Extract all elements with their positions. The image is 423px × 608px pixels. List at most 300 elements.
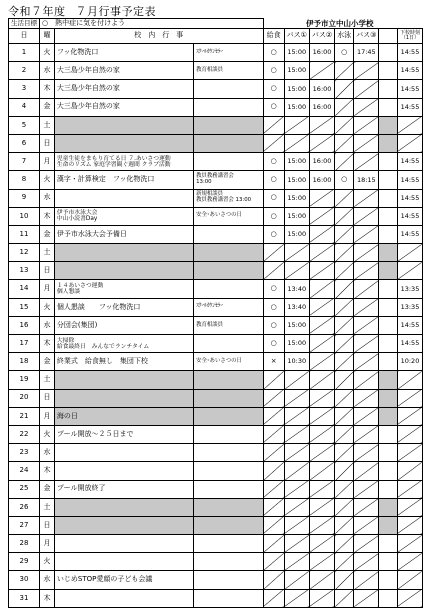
gekou-cell: 14:55 bbox=[397, 316, 422, 334]
gekou-cell bbox=[397, 589, 422, 607]
event-cell bbox=[54, 516, 193, 534]
table-row bbox=[9, 44, 423, 62]
gap-cell bbox=[379, 389, 397, 407]
swim-cell bbox=[335, 262, 354, 280]
bus1-cell bbox=[284, 116, 309, 134]
table-row bbox=[9, 189, 423, 207]
day-cell: 3 bbox=[9, 80, 40, 98]
bus1-cell bbox=[284, 480, 309, 498]
bus3-cell bbox=[354, 353, 379, 371]
table-row bbox=[9, 298, 423, 316]
day-cell: 24 bbox=[9, 462, 40, 480]
bus2-cell bbox=[309, 244, 334, 262]
event-cell bbox=[54, 262, 193, 280]
event-cell bbox=[54, 225, 193, 243]
gekou-cell: 14:55 bbox=[397, 225, 422, 243]
table-row bbox=[9, 353, 423, 371]
weekday-cell: 火 bbox=[40, 425, 55, 443]
table-row bbox=[9, 480, 423, 498]
event-text: いじめSTOP愛顔の子ども会議 bbox=[56, 575, 153, 584]
day-cell: 20 bbox=[9, 389, 40, 407]
swim-cell bbox=[335, 280, 354, 298]
table-row bbox=[9, 553, 423, 571]
gap-cell bbox=[379, 298, 397, 316]
day-cell: 9 bbox=[9, 189, 40, 207]
header-gap bbox=[379, 29, 397, 44]
event-text: 海の日 bbox=[56, 411, 78, 420]
day-cell: 11 bbox=[9, 225, 40, 243]
kyushoku-cell bbox=[263, 262, 284, 280]
event-cell bbox=[54, 480, 193, 498]
bus2-cell bbox=[309, 353, 334, 371]
event-cell bbox=[54, 335, 193, 353]
bus3-cell bbox=[354, 553, 379, 571]
gap-cell bbox=[379, 480, 397, 498]
event-text-2: 給食最終日 みんなでランチタイム bbox=[56, 343, 150, 350]
bus3-cell bbox=[354, 62, 379, 80]
gekou-cell bbox=[397, 444, 422, 462]
gekou-cell: 14:55 bbox=[397, 153, 422, 171]
weekday-cell: 土 bbox=[40, 244, 55, 262]
note-text: 新規相談員 bbox=[196, 191, 224, 198]
gap-cell bbox=[379, 444, 397, 462]
note-cell bbox=[194, 116, 264, 134]
weekday-cell: 金 bbox=[40, 353, 55, 371]
bus1-cell: 15:00 bbox=[284, 153, 309, 171]
note-cell bbox=[194, 498, 264, 516]
weekday-cell: 金 bbox=[40, 225, 55, 243]
gap-cell bbox=[379, 153, 397, 171]
bus2-cell bbox=[309, 189, 334, 207]
bus2-cell bbox=[309, 480, 334, 498]
event-text: 大掃除 bbox=[56, 337, 75, 344]
gekou-cell: 14:55 bbox=[397, 62, 422, 80]
bus1-cell: 15:00 bbox=[284, 80, 309, 98]
weekday-cell: 月 bbox=[40, 535, 55, 553]
bus1-cell bbox=[284, 444, 309, 462]
day-cell: 30 bbox=[9, 571, 40, 589]
bus1-cell: 15:00 bbox=[284, 335, 309, 353]
table-row bbox=[9, 262, 423, 280]
event-cell bbox=[54, 462, 193, 480]
bus1-cell bbox=[284, 407, 309, 425]
gap-cell bbox=[379, 571, 397, 589]
table-row bbox=[9, 407, 423, 425]
gekou-cell bbox=[397, 134, 422, 152]
kyushoku-cell: ○ bbox=[263, 62, 284, 80]
day-cell: 23 bbox=[9, 444, 40, 462]
bus1-cell bbox=[284, 425, 309, 443]
bus1-cell bbox=[284, 553, 309, 571]
bus2-cell: 16:00 bbox=[309, 98, 334, 116]
day-cell: 16 bbox=[9, 316, 40, 334]
header-events: 校 内 行 事 bbox=[54, 29, 263, 44]
bus3-cell bbox=[354, 189, 379, 207]
note-cell bbox=[194, 516, 264, 534]
event-text-2: 中山小読書Day bbox=[56, 216, 98, 223]
header-gekou-sub: （1日） bbox=[400, 35, 420, 41]
day-cell: 7 bbox=[9, 153, 40, 171]
table-row bbox=[9, 280, 423, 298]
bus2-cell bbox=[309, 371, 334, 389]
bus2-cell bbox=[309, 407, 334, 425]
gekou-cell bbox=[397, 407, 422, 425]
weekday-cell: 木 bbox=[40, 80, 55, 98]
day-cell: 29 bbox=[9, 553, 40, 571]
swim-cell bbox=[335, 189, 354, 207]
day-cell: 14 bbox=[9, 280, 40, 298]
weekday-cell: 火 bbox=[40, 171, 55, 189]
swim-cell bbox=[335, 298, 354, 316]
gap-cell bbox=[379, 80, 397, 98]
weekday-cell: 日 bbox=[40, 134, 55, 152]
note-cell bbox=[194, 462, 264, 480]
event-text-2: 生命のリズム 家庭学習観ぐ週間 クラブ活動 bbox=[56, 161, 171, 168]
note-cell bbox=[194, 153, 264, 171]
event-text: 大三島少年自然の家 bbox=[56, 102, 120, 111]
bus3-cell bbox=[354, 80, 379, 98]
gekou-cell: 10:20 bbox=[397, 353, 422, 371]
bus1-cell: 10:30 bbox=[284, 353, 309, 371]
note-text: ｽｸｰﾙｶｳﾝｾﾗｰ bbox=[196, 303, 224, 310]
bus2-cell: 16:00 bbox=[309, 80, 334, 98]
swim-cell bbox=[335, 153, 354, 171]
table-row bbox=[9, 153, 423, 171]
bus3-cell bbox=[354, 371, 379, 389]
table-row bbox=[9, 589, 423, 607]
note-text-2: 13:00 bbox=[196, 178, 212, 185]
event-text: 終業式 給食無し 集団下校 bbox=[56, 357, 148, 366]
gap-cell bbox=[379, 462, 397, 480]
gap-cell bbox=[379, 335, 397, 353]
bus2-cell bbox=[309, 516, 334, 534]
day-cell: 21 bbox=[9, 407, 40, 425]
bus3-cell bbox=[354, 262, 379, 280]
event-cell bbox=[54, 62, 193, 80]
gekou-cell: 14:55 bbox=[397, 80, 422, 98]
table-row bbox=[9, 171, 423, 189]
gap-cell bbox=[379, 425, 397, 443]
bus1-cell: 15:00 bbox=[284, 171, 309, 189]
bus1-cell bbox=[284, 571, 309, 589]
note-cell bbox=[194, 353, 264, 371]
bus1-cell bbox=[284, 389, 309, 407]
swim-cell bbox=[335, 335, 354, 353]
kyushoku-cell bbox=[263, 553, 284, 571]
bus3-cell bbox=[354, 571, 379, 589]
bus1-cell bbox=[284, 462, 309, 480]
kyushoku-cell bbox=[263, 462, 284, 480]
table-row bbox=[9, 207, 423, 225]
swim-cell bbox=[335, 498, 354, 516]
gap-cell bbox=[379, 207, 397, 225]
weekday-cell: 土 bbox=[40, 371, 55, 389]
day-cell: 31 bbox=[9, 589, 40, 607]
gekou-cell: 14:55 bbox=[397, 335, 422, 353]
bus2-cell bbox=[309, 425, 334, 443]
day-cell: 6 bbox=[9, 134, 40, 152]
note-cell bbox=[194, 207, 264, 225]
weekday-cell: 土 bbox=[40, 498, 55, 516]
bus2-cell bbox=[309, 225, 334, 243]
bus1-cell: 15:00 bbox=[284, 44, 309, 62]
weekday-cell: 月 bbox=[40, 280, 55, 298]
kyushoku-cell: ○ bbox=[263, 171, 284, 189]
note-cell bbox=[194, 171, 264, 189]
swim-cell bbox=[335, 316, 354, 334]
event-text: 児童生徒をまもり育てる日 ７.あいさつ運動 bbox=[56, 155, 171, 162]
header-bus3: バス③ bbox=[354, 29, 379, 44]
note-cell bbox=[194, 371, 264, 389]
bus2-cell bbox=[309, 62, 334, 80]
gap-cell bbox=[379, 498, 397, 516]
weekday-cell: 木 bbox=[40, 589, 55, 607]
event-text: プール開放～２５日まで bbox=[56, 429, 134, 438]
swim-cell bbox=[335, 407, 354, 425]
swim-cell: ○ bbox=[335, 44, 354, 62]
note-cell bbox=[194, 134, 264, 152]
event-cell bbox=[54, 134, 193, 152]
gekou-cell: 13:35 bbox=[397, 280, 422, 298]
note-cell bbox=[194, 298, 264, 316]
event-text: 伊予市水泳大会 bbox=[56, 210, 98, 217]
bus3-cell bbox=[354, 153, 379, 171]
gekou-cell bbox=[397, 553, 422, 571]
kyushoku-cell bbox=[263, 589, 284, 607]
kyushoku-cell: ○ bbox=[263, 316, 284, 334]
event-text-2: 個人懇談 bbox=[56, 289, 81, 296]
day-cell: 28 bbox=[9, 535, 40, 553]
swim-cell bbox=[335, 462, 354, 480]
schedule-table bbox=[8, 18, 423, 608]
note-cell bbox=[194, 444, 264, 462]
event-cell bbox=[54, 444, 193, 462]
day-cell: 27 bbox=[9, 516, 40, 534]
event-cell bbox=[54, 425, 193, 443]
header-gekou-label: 下校時刻 bbox=[399, 30, 420, 36]
bus3-cell bbox=[354, 516, 379, 534]
bus3-cell bbox=[354, 407, 379, 425]
weekday-cell: 水 bbox=[40, 62, 55, 80]
kyushoku-cell bbox=[263, 371, 284, 389]
day-cell: 19 bbox=[9, 371, 40, 389]
event-text: プール開放終了 bbox=[56, 484, 106, 493]
gap-cell bbox=[379, 553, 397, 571]
bus3-cell bbox=[354, 116, 379, 134]
bus1-cell bbox=[284, 498, 309, 516]
day-cell: 2 bbox=[9, 62, 40, 80]
gap-cell bbox=[379, 353, 397, 371]
header-bus1: バス① bbox=[284, 29, 309, 44]
bus2-cell bbox=[309, 589, 334, 607]
bus2-cell bbox=[309, 571, 334, 589]
weekday-cell: 水 bbox=[40, 444, 55, 462]
gekou-cell: 14:55 bbox=[397, 98, 422, 116]
header-gekou bbox=[397, 29, 422, 44]
gekou-cell bbox=[397, 244, 422, 262]
event-text: 個人懇談 フッ化物洗口 bbox=[56, 302, 141, 311]
table-row bbox=[9, 571, 423, 589]
note-text: ｽｸｰﾙｶｳﾝｾﾗｰ bbox=[196, 48, 224, 55]
school-name: 伊予市立中山小学校 bbox=[306, 19, 374, 28]
bus3-cell: 17:45 bbox=[354, 44, 379, 62]
gekou-cell bbox=[397, 462, 422, 480]
swim-cell bbox=[335, 62, 354, 80]
swim-cell bbox=[335, 553, 354, 571]
day-cell: 25 bbox=[9, 480, 40, 498]
event-text: 漢字・計算検定 フッ化物洗口 bbox=[56, 175, 155, 184]
weekday-cell: 月 bbox=[40, 153, 55, 171]
table-row bbox=[9, 335, 423, 353]
gap-cell bbox=[379, 371, 397, 389]
bus1-cell: 13:40 bbox=[284, 298, 309, 316]
day-cell: 8 bbox=[9, 171, 40, 189]
bus2-cell bbox=[309, 298, 334, 316]
gap-cell bbox=[379, 262, 397, 280]
gap-cell bbox=[379, 244, 397, 262]
bus1-cell bbox=[284, 262, 309, 280]
swim-cell bbox=[335, 134, 354, 152]
gekou-cell bbox=[397, 480, 422, 498]
bus2-cell bbox=[309, 116, 334, 134]
gekou-cell: 14:55 bbox=[397, 207, 422, 225]
gap-cell bbox=[379, 589, 397, 607]
bus2-cell bbox=[309, 316, 334, 334]
kyushoku-cell: ○ bbox=[263, 207, 284, 225]
bus1-cell bbox=[284, 244, 309, 262]
bus2-cell bbox=[309, 280, 334, 298]
event-cell bbox=[54, 280, 193, 298]
gap-cell bbox=[379, 407, 397, 425]
swim-cell bbox=[335, 371, 354, 389]
event-cell bbox=[54, 553, 193, 571]
swim-cell bbox=[335, 207, 354, 225]
note-cell bbox=[194, 535, 264, 553]
day-cell: 17 bbox=[9, 335, 40, 353]
kyushoku-cell bbox=[263, 116, 284, 134]
gekou-cell: 14:55 bbox=[397, 171, 422, 189]
goal-text: ○ 熱中症に気を付けよう bbox=[40, 19, 264, 29]
note-cell bbox=[194, 425, 264, 443]
kyushoku-cell bbox=[263, 571, 284, 589]
gap-cell bbox=[379, 316, 397, 334]
note-cell bbox=[194, 44, 264, 62]
title-era: 令和７年度 bbox=[8, 5, 66, 18]
note-cell bbox=[194, 407, 264, 425]
weekday-cell: 水 bbox=[40, 316, 55, 334]
gekou-cell: 13:35 bbox=[397, 298, 422, 316]
swim-cell bbox=[335, 571, 354, 589]
day-cell: 18 bbox=[9, 353, 40, 371]
note-cell bbox=[194, 553, 264, 571]
event-cell bbox=[54, 189, 193, 207]
event-cell bbox=[54, 407, 193, 425]
note-cell bbox=[194, 480, 264, 498]
note-cell bbox=[194, 225, 264, 243]
kyushoku-cell: ○ bbox=[263, 298, 284, 316]
event-cell bbox=[54, 207, 193, 225]
gap-cell bbox=[379, 189, 397, 207]
table-row bbox=[9, 535, 423, 553]
note-text: 教員教務講習会 bbox=[196, 173, 234, 180]
kyushoku-cell: ○ bbox=[263, 225, 284, 243]
weekday-cell: 日 bbox=[40, 262, 55, 280]
gekou-cell: 14:55 bbox=[397, 189, 422, 207]
note-cell bbox=[194, 244, 264, 262]
bus3-cell bbox=[354, 207, 379, 225]
gekou-cell: 14:55 bbox=[397, 44, 422, 62]
event-cell bbox=[54, 80, 193, 98]
bus2-cell bbox=[309, 335, 334, 353]
table-row bbox=[9, 62, 423, 80]
swim-cell bbox=[335, 389, 354, 407]
bus2-cell: 16:00 bbox=[309, 171, 334, 189]
gekou-cell bbox=[397, 535, 422, 553]
event-cell bbox=[54, 44, 193, 62]
bus1-cell: 15:00 bbox=[284, 98, 309, 116]
kyushoku-cell: ○ bbox=[263, 44, 284, 62]
table-row bbox=[9, 371, 423, 389]
gekou-cell bbox=[397, 571, 422, 589]
bus3-cell bbox=[354, 98, 379, 116]
note-text-2: 教員教務講習会 13:00 bbox=[196, 197, 252, 204]
bus2-cell bbox=[309, 389, 334, 407]
table-row bbox=[9, 80, 423, 98]
bus2-cell bbox=[309, 498, 334, 516]
event-cell bbox=[54, 353, 193, 371]
swim-cell bbox=[335, 589, 354, 607]
bus2-cell: 16:00 bbox=[309, 153, 334, 171]
day-cell: 26 bbox=[9, 498, 40, 516]
day-cell: 4 bbox=[9, 98, 40, 116]
table-row bbox=[9, 444, 423, 462]
bus3-cell: 18:15 bbox=[354, 171, 379, 189]
kyushoku-cell bbox=[263, 389, 284, 407]
goal-label: 生活目標 bbox=[9, 19, 40, 29]
kyushoku-cell: ○ bbox=[263, 189, 284, 207]
event-cell bbox=[54, 535, 193, 553]
table-row bbox=[9, 134, 423, 152]
kyushoku-cell bbox=[263, 134, 284, 152]
table-row bbox=[9, 316, 423, 334]
bus1-cell bbox=[284, 134, 309, 152]
gekou-cell bbox=[397, 116, 422, 134]
note-cell bbox=[194, 335, 264, 353]
gap-cell bbox=[379, 116, 397, 134]
header-swim: 水泳 bbox=[335, 29, 354, 44]
day-cell: 15 bbox=[9, 298, 40, 316]
swim-cell bbox=[335, 98, 354, 116]
note-cell bbox=[194, 98, 264, 116]
day-cell: 22 bbox=[9, 425, 40, 443]
header-bus2: バス② bbox=[309, 29, 334, 44]
bus3-cell bbox=[354, 316, 379, 334]
table-row bbox=[9, 498, 423, 516]
gekou-cell bbox=[397, 498, 422, 516]
event-cell bbox=[54, 589, 193, 607]
swim-cell bbox=[335, 535, 354, 553]
header-row bbox=[9, 29, 423, 44]
table-row bbox=[9, 425, 423, 443]
table-row bbox=[9, 462, 423, 480]
swim-cell: ○ bbox=[335, 171, 354, 189]
weekday-cell: 木 bbox=[40, 207, 55, 225]
bus3-cell bbox=[354, 298, 379, 316]
bus2-cell bbox=[309, 262, 334, 280]
bus3-cell bbox=[354, 335, 379, 353]
event-cell bbox=[54, 98, 193, 116]
bus2-cell bbox=[309, 134, 334, 152]
